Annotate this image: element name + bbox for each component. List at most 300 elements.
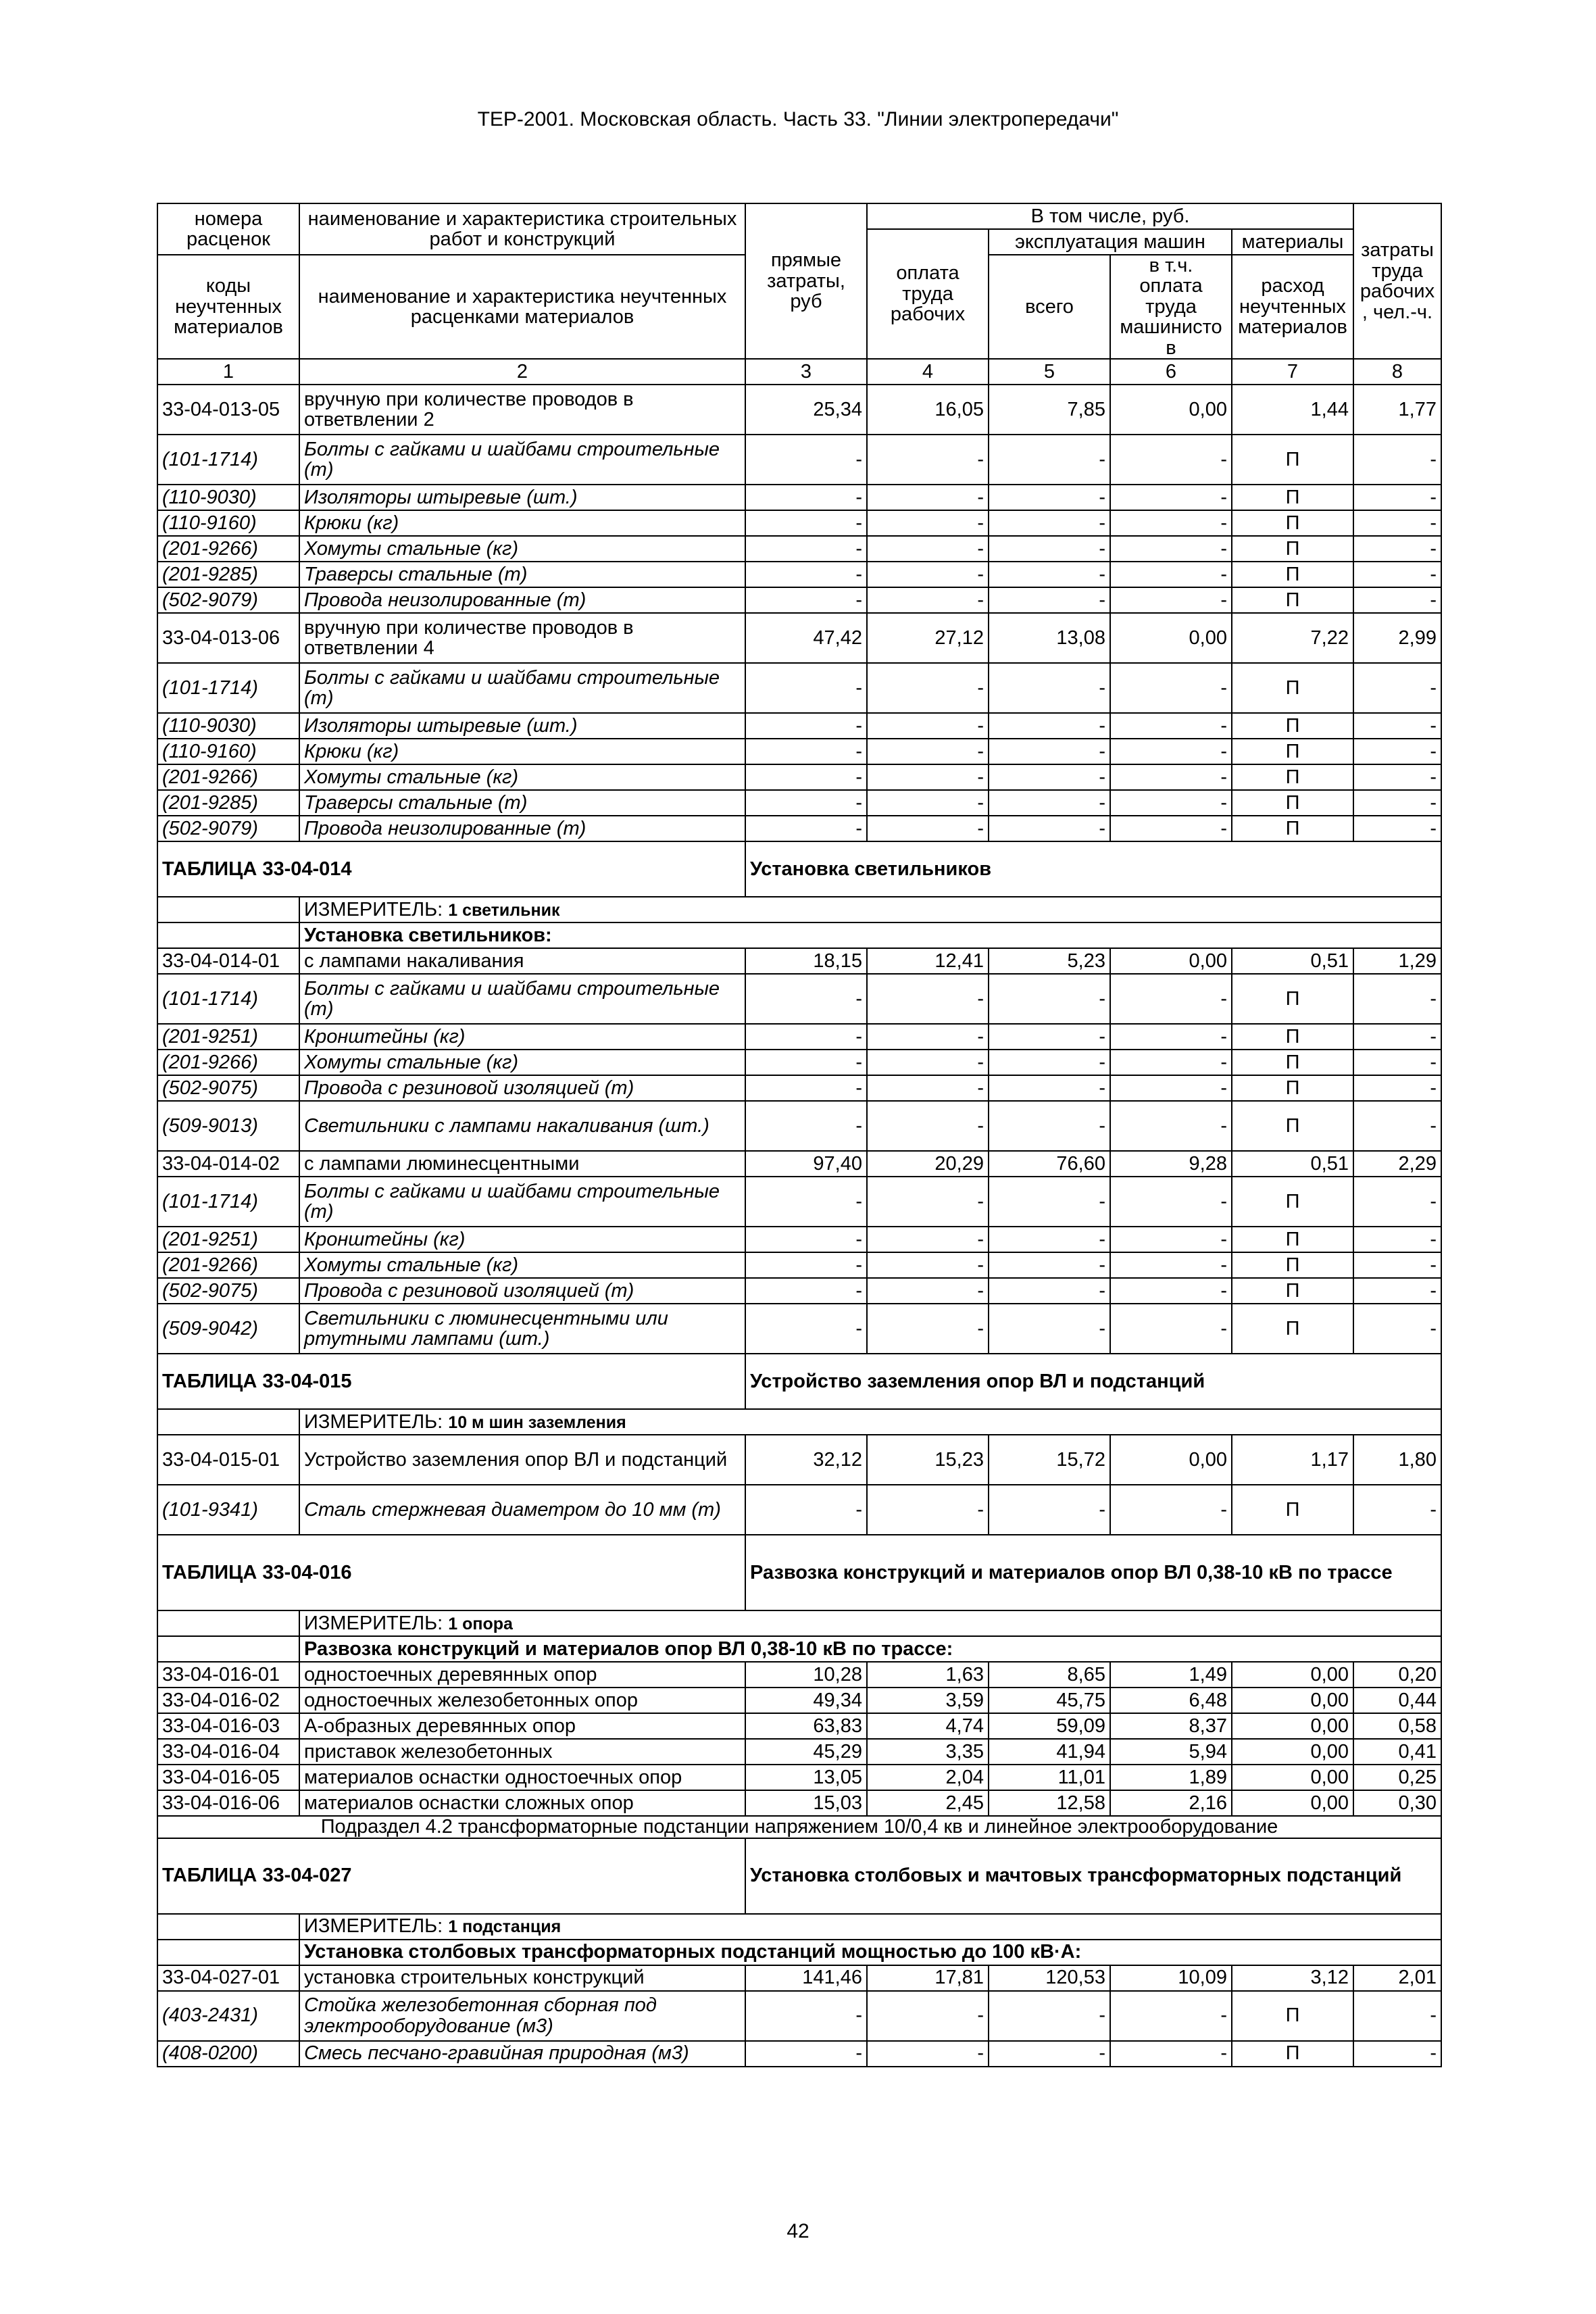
material-flag: П bbox=[1232, 1991, 1353, 2041]
empty-value: - bbox=[1353, 1101, 1441, 1151]
value-cell: 45,75 bbox=[989, 1688, 1110, 1713]
value-cell: 0,58 bbox=[1353, 1713, 1441, 1739]
empty-value: - bbox=[1110, 764, 1232, 790]
table-title-row bbox=[157, 1535, 1441, 1610]
rate-name: Болты с гайками и шайбами строительные (т) bbox=[299, 1177, 745, 1227]
value-cell: 4,74 bbox=[867, 1713, 989, 1739]
empty-value: - bbox=[745, 485, 867, 510]
material-flag: П bbox=[1232, 510, 1353, 536]
rate-row bbox=[157, 1713, 1441, 1739]
value-cell: 8,37 bbox=[1110, 1713, 1232, 1739]
col-number: 3 bbox=[745, 359, 867, 385]
empty-value: - bbox=[867, 663, 989, 713]
table-caption: Устройство заземления опор ВЛ и подстанций bbox=[745, 1354, 1441, 1409]
empty-value: - bbox=[989, 1278, 1110, 1304]
empty-value: - bbox=[989, 536, 1110, 562]
rate-name: Изоляторы штыревые (шт.) bbox=[299, 485, 745, 510]
group-row bbox=[157, 1940, 1441, 1965]
col-machines-wages-header: в т.ч. оплата труда машинистов bbox=[1110, 255, 1232, 359]
rate-name: Хомуты стальные (кг) bbox=[299, 1252, 745, 1278]
empty-value: - bbox=[1110, 790, 1232, 816]
value-cell: 7,85 bbox=[989, 385, 1110, 435]
empty-value: - bbox=[745, 1991, 867, 2041]
empty-value: - bbox=[989, 739, 1110, 764]
rate-code: 33-04-014-02 bbox=[157, 1151, 299, 1177]
empty-value: - bbox=[989, 510, 1110, 536]
material-row bbox=[157, 1227, 1441, 1252]
empty-value: - bbox=[745, 1304, 867, 1354]
value-cell: 0,00 bbox=[1110, 1435, 1232, 1485]
rate-name: А-образных деревянных опор bbox=[299, 1713, 745, 1739]
col-machines-header: эксплуатация машин bbox=[989, 229, 1232, 255]
rate-name: Болты с гайками и шайбами строительные (т) bbox=[299, 663, 745, 713]
empty-value: - bbox=[1110, 1485, 1232, 1535]
value-cell: 6,48 bbox=[1110, 1688, 1232, 1713]
empty-value: - bbox=[1110, 1075, 1232, 1101]
empty-value: - bbox=[1110, 713, 1232, 739]
measure-label: ИЗМЕРИТЕЛЬ: bbox=[304, 1915, 443, 1938]
group-title: Установка столбовых трансформаторных подстанций мощностью до 100 кВ·А: bbox=[299, 1940, 1441, 1965]
value-cell: 7,22 bbox=[1232, 613, 1353, 663]
material-flag: П bbox=[1232, 1024, 1353, 1050]
value-cell: 0,00 bbox=[1232, 1739, 1353, 1765]
material-row bbox=[157, 536, 1441, 562]
rate-name: Смесь песчано-гравийная природная (м3) bbox=[299, 2041, 745, 2067]
material-row bbox=[157, 485, 1441, 510]
empty-value: - bbox=[1353, 485, 1441, 510]
value-cell: 9,28 bbox=[1110, 1151, 1232, 1177]
group-spacer bbox=[157, 922, 299, 948]
value-cell: 0,00 bbox=[1232, 1688, 1353, 1713]
measure-row bbox=[157, 897, 1441, 922]
col-name-header: наименование и характеристика строительных работ и конструкций bbox=[299, 203, 745, 255]
empty-value: - bbox=[867, 816, 989, 841]
group-spacer bbox=[157, 1940, 299, 1965]
empty-value: - bbox=[989, 790, 1110, 816]
rate-code: 33-04-014-01 bbox=[157, 948, 299, 974]
empty-value: - bbox=[745, 1252, 867, 1278]
empty-value: - bbox=[1353, 739, 1441, 764]
col-labor-header: затраты труда рабочих, чел.-ч. bbox=[1353, 203, 1441, 359]
rate-code: (403-2431) bbox=[157, 1991, 299, 2041]
empty-value: - bbox=[989, 663, 1110, 713]
empty-value: - bbox=[745, 587, 867, 613]
rate-code: (110-9160) bbox=[157, 510, 299, 536]
measure-row bbox=[157, 1610, 1441, 1636]
empty-value: - bbox=[989, 1024, 1110, 1050]
value-cell: 2,16 bbox=[1110, 1790, 1232, 1816]
empty-value: - bbox=[867, 974, 989, 1024]
rate-name: Траверсы стальные (т) bbox=[299, 562, 745, 587]
empty-value: - bbox=[989, 1101, 1110, 1151]
value-cell: 1,17 bbox=[1232, 1435, 1353, 1485]
empty-value: - bbox=[867, 1024, 989, 1050]
value-cell: 0,00 bbox=[1232, 1765, 1353, 1790]
rate-code: (201-9266) bbox=[157, 1050, 299, 1075]
rate-name: Сталь стержневая диаметром до 10 мм (т) bbox=[299, 1485, 745, 1535]
rate-name: Светильники с люминесцентными или ртутными лампами (шт.) bbox=[299, 1304, 745, 1354]
material-row bbox=[157, 562, 1441, 587]
rate-code: (201-9251) bbox=[157, 1227, 299, 1252]
material-row bbox=[157, 1278, 1441, 1304]
empty-value: - bbox=[1110, 1024, 1232, 1050]
empty-value: - bbox=[745, 510, 867, 536]
value-cell: 10,09 bbox=[1110, 1965, 1232, 1991]
rate-name: Устройство заземления опор ВЛ и подстанций bbox=[299, 1435, 745, 1485]
value-cell: 1,44 bbox=[1232, 385, 1353, 435]
rate-code: (110-9030) bbox=[157, 485, 299, 510]
value-cell: 120,53 bbox=[989, 1965, 1110, 1991]
empty-value: - bbox=[745, 1485, 867, 1535]
rate-code: (110-9030) bbox=[157, 713, 299, 739]
empty-value: - bbox=[989, 1227, 1110, 1252]
empty-value: - bbox=[867, 435, 989, 485]
value-cell: 1,49 bbox=[1110, 1662, 1232, 1688]
col-materials-header: материалы bbox=[1232, 229, 1353, 255]
value-cell: 17,81 bbox=[867, 1965, 989, 1991]
value-cell: 2,01 bbox=[1353, 1965, 1441, 1991]
empty-value: - bbox=[1110, 2041, 1232, 2067]
measure-unit bbox=[299, 897, 1441, 922]
empty-value: - bbox=[1110, 739, 1232, 764]
empty-value: - bbox=[1353, 790, 1441, 816]
subsection-title: Подраздел 4.2 трансформаторные подстанции напряжением 10/0,4 кв и линейное электрооборудование bbox=[157, 1816, 1441, 1838]
material-row bbox=[157, 1991, 1441, 2041]
col-machines-total-header: всего bbox=[989, 255, 1110, 359]
rate-name: с лампами накаливания bbox=[299, 948, 745, 974]
measure-spacer bbox=[157, 1914, 299, 1940]
value-cell: 0,41 bbox=[1353, 1739, 1441, 1765]
empty-value: - bbox=[989, 562, 1110, 587]
rate-row bbox=[157, 613, 1441, 663]
material-flag: П bbox=[1232, 1278, 1353, 1304]
material-flag: П bbox=[1232, 1101, 1353, 1151]
material-flag: П bbox=[1232, 587, 1353, 613]
rate-code: (101-1714) bbox=[157, 435, 299, 485]
material-flag: П bbox=[1232, 485, 1353, 510]
material-row bbox=[157, 816, 1441, 841]
material-flag: П bbox=[1232, 816, 1353, 841]
measure-label: ИЗМЕРИТЕЛЬ: bbox=[304, 1410, 443, 1433]
value-cell: 8,65 bbox=[989, 1662, 1110, 1688]
value-cell: 141,46 bbox=[745, 1965, 867, 1991]
empty-value: - bbox=[1353, 1304, 1441, 1354]
material-row bbox=[157, 587, 1441, 613]
empty-value: - bbox=[745, 1050, 867, 1075]
material-flag: П bbox=[1232, 536, 1353, 562]
empty-value: - bbox=[989, 485, 1110, 510]
empty-value: - bbox=[745, 816, 867, 841]
value-cell: 0,00 bbox=[1110, 948, 1232, 974]
empty-value: - bbox=[989, 974, 1110, 1024]
empty-value: - bbox=[1353, 1075, 1441, 1101]
measure-row bbox=[157, 1409, 1441, 1435]
col-wages-header: оплата труда рабочих bbox=[867, 229, 989, 359]
rate-code: (201-9285) bbox=[157, 562, 299, 587]
value-cell: 15,72 bbox=[989, 1435, 1110, 1485]
rate-name: Крюки (кг) bbox=[299, 510, 745, 536]
empty-value: - bbox=[1353, 1050, 1441, 1075]
empty-value: - bbox=[1110, 816, 1232, 841]
rate-name: Провода неизолированные (т) bbox=[299, 816, 745, 841]
material-row bbox=[157, 1024, 1441, 1050]
empty-value: - bbox=[867, 1991, 989, 2041]
value-cell: 49,34 bbox=[745, 1688, 867, 1713]
col-direct-header: прямые затраты, руб bbox=[745, 203, 867, 359]
rate-name: Крюки (кг) bbox=[299, 739, 745, 764]
value-cell: 0,00 bbox=[1232, 1662, 1353, 1688]
material-row bbox=[157, 435, 1441, 485]
empty-value: - bbox=[745, 435, 867, 485]
empty-value: - bbox=[867, 1278, 989, 1304]
value-cell: 0,51 bbox=[1232, 948, 1353, 974]
page-number: 42 bbox=[787, 2220, 809, 2242]
rate-code: 33-04-015-01 bbox=[157, 1435, 299, 1485]
table-title: ТАБЛИЦА 33-04-015 bbox=[157, 1354, 745, 1409]
table-title: ТАБЛИЦА 33-04-027 bbox=[157, 1838, 745, 1914]
empty-value: - bbox=[1110, 435, 1232, 485]
value-cell: 11,01 bbox=[989, 1765, 1110, 1790]
value-cell: 13,05 bbox=[745, 1765, 867, 1790]
empty-value: - bbox=[745, 562, 867, 587]
table-title-row bbox=[157, 1354, 1441, 1409]
value-cell: 13,08 bbox=[989, 613, 1110, 663]
empty-value: - bbox=[1110, 587, 1232, 613]
value-cell: 0,25 bbox=[1353, 1765, 1441, 1790]
rate-name: вручную при количестве проводов в ответвлении 4 bbox=[299, 613, 745, 663]
empty-value: - bbox=[989, 1485, 1110, 1535]
measure-unit bbox=[299, 1610, 1441, 1636]
rate-code: 33-04-016-01 bbox=[157, 1662, 299, 1688]
empty-value: - bbox=[867, 562, 989, 587]
rate-code: (509-9042) bbox=[157, 1304, 299, 1354]
measure-label: ИЗМЕРИТЕЛЬ: bbox=[304, 898, 443, 920]
empty-value: - bbox=[1353, 1177, 1441, 1227]
empty-value: - bbox=[745, 2041, 867, 2067]
empty-value: - bbox=[989, 1252, 1110, 1278]
empty-value: - bbox=[1110, 485, 1232, 510]
empty-value: - bbox=[1110, 1252, 1232, 1278]
empty-value: - bbox=[1110, 536, 1232, 562]
material-row bbox=[157, 713, 1441, 739]
rate-name: Изоляторы штыревые (шт.) bbox=[299, 713, 745, 739]
rate-row bbox=[157, 1739, 1441, 1765]
value-cell: 25,34 bbox=[745, 385, 867, 435]
rate-name: одностоечных деревянных опор bbox=[299, 1662, 745, 1688]
rate-name: Провода с резиновой изоляцией (т) bbox=[299, 1278, 745, 1304]
rate-row bbox=[157, 1435, 1441, 1485]
value-cell: 3,59 bbox=[867, 1688, 989, 1713]
col-including-header: В том числе, руб. bbox=[867, 203, 1353, 229]
empty-value: - bbox=[989, 1177, 1110, 1227]
rate-name: Болты с гайками и шайбами строительные (т) bbox=[299, 435, 745, 485]
rate-code: 33-04-027-01 bbox=[157, 1965, 299, 1991]
empty-value: - bbox=[989, 1991, 1110, 2041]
rate-name: Болты с гайками и шайбами строительные (т) bbox=[299, 974, 745, 1024]
rate-name: Хомуты стальные (кг) bbox=[299, 536, 745, 562]
measure-unit bbox=[299, 1409, 1441, 1435]
rate-row bbox=[157, 1688, 1441, 1713]
rate-code: (201-9285) bbox=[157, 790, 299, 816]
empty-value: - bbox=[867, 536, 989, 562]
rate-code: (408-0200) bbox=[157, 2041, 299, 2067]
rate-name: одностоечных железобетонных опор bbox=[299, 1688, 745, 1713]
material-flag: П bbox=[1232, 1485, 1353, 1535]
table-caption: Установка светильников bbox=[745, 841, 1441, 897]
value-cell: 5,23 bbox=[989, 948, 1110, 974]
empty-value: - bbox=[989, 1050, 1110, 1075]
empty-value: - bbox=[989, 816, 1110, 841]
measure-value: 1 опора bbox=[448, 1614, 513, 1633]
measure-spacer bbox=[157, 1610, 299, 1636]
material-flag: П bbox=[1232, 1177, 1353, 1227]
rate-name: материалов оснастки сложных опор bbox=[299, 1790, 745, 1816]
rate-name: Кронштейны (кг) bbox=[299, 1227, 745, 1252]
col-code-mat-header: коды неучтенных материалов bbox=[157, 255, 299, 359]
empty-value: - bbox=[1353, 1991, 1441, 2041]
measure-value: 1 подстанция bbox=[448, 1917, 562, 1937]
material-row bbox=[157, 764, 1441, 790]
empty-value: - bbox=[1353, 435, 1441, 485]
material-row bbox=[157, 1050, 1441, 1075]
rate-name: установка строительных конструкций bbox=[299, 1965, 745, 1991]
empty-value: - bbox=[745, 663, 867, 713]
empty-value: - bbox=[1110, 562, 1232, 587]
empty-value: - bbox=[1353, 1485, 1441, 1535]
empty-value: - bbox=[1110, 1177, 1232, 1227]
empty-value: - bbox=[1353, 713, 1441, 739]
rate-code: 33-04-013-05 bbox=[157, 385, 299, 435]
rate-code: (110-9160) bbox=[157, 739, 299, 764]
empty-value: - bbox=[867, 485, 989, 510]
empty-value: - bbox=[867, 1252, 989, 1278]
rate-code: (201-9266) bbox=[157, 764, 299, 790]
group-title: Развозка конструкций и материалов опор ВЛ 0,38-10 кВ по трассе: bbox=[299, 1636, 1441, 1662]
measure-label: ИЗМЕРИТЕЛЬ: bbox=[304, 1612, 443, 1634]
empty-value: - bbox=[1353, 2041, 1441, 2067]
empty-value: - bbox=[745, 1024, 867, 1050]
value-cell: 10,28 bbox=[745, 1662, 867, 1688]
value-cell: 59,09 bbox=[989, 1713, 1110, 1739]
material-row bbox=[157, 1304, 1441, 1354]
material-row bbox=[157, 790, 1441, 816]
empty-value: - bbox=[1353, 1024, 1441, 1050]
table-caption: Установка столбовых и мачтовых трансформаторных подстанций bbox=[745, 1838, 1441, 1914]
material-flag: П bbox=[1232, 1075, 1353, 1101]
col-name-mat-header: наименование и характеристика неучтенных расценками материалов bbox=[299, 255, 745, 359]
group-row bbox=[157, 1636, 1441, 1662]
empty-value: - bbox=[989, 1075, 1110, 1101]
value-cell: 97,40 bbox=[745, 1151, 867, 1177]
empty-value: - bbox=[1353, 510, 1441, 536]
measure-row bbox=[157, 1914, 1441, 1940]
rate-code: (201-9266) bbox=[157, 1252, 299, 1278]
value-cell: 16,05 bbox=[867, 385, 989, 435]
rate-row bbox=[157, 1662, 1441, 1688]
material-flag: П bbox=[1232, 713, 1353, 739]
measure-spacer bbox=[157, 1409, 299, 1435]
value-cell: 0,00 bbox=[1110, 613, 1232, 663]
document-header: ТЕР-2001. Московская область. Часть 33. "Линии электропередачи" bbox=[477, 108, 1119, 130]
rate-name: приставок железобетонных bbox=[299, 1739, 745, 1765]
rate-name: Траверсы стальные (т) bbox=[299, 790, 745, 816]
value-cell: 27,12 bbox=[867, 613, 989, 663]
empty-value: - bbox=[745, 974, 867, 1024]
rate-code: 33-04-016-05 bbox=[157, 1765, 299, 1790]
empty-value: - bbox=[745, 790, 867, 816]
group-title: Установка светильников: bbox=[299, 922, 1441, 948]
rate-row bbox=[157, 385, 1441, 435]
material-flag: П bbox=[1232, 2041, 1353, 2067]
value-cell: 0,30 bbox=[1353, 1790, 1441, 1816]
table-title: ТАБЛИЦА 33-04-014 bbox=[157, 841, 745, 897]
group-spacer bbox=[157, 1636, 299, 1662]
rate-code: (502-9079) bbox=[157, 816, 299, 841]
rate-code: (101-1714) bbox=[157, 974, 299, 1024]
value-cell: 2,29 bbox=[1353, 1151, 1441, 1177]
value-cell: 0,00 bbox=[1110, 385, 1232, 435]
rate-name: Провода с резиновой изоляцией (т) bbox=[299, 1075, 745, 1101]
material-row bbox=[157, 974, 1441, 1024]
value-cell: 2,45 bbox=[867, 1790, 989, 1816]
rate-code: (509-9013) bbox=[157, 1101, 299, 1151]
rate-name: Хомуты стальные (кг) bbox=[299, 764, 745, 790]
value-cell: 0,00 bbox=[1232, 1790, 1353, 1816]
empty-value: - bbox=[1353, 1278, 1441, 1304]
material-flag: П bbox=[1232, 1252, 1353, 1278]
material-flag: П bbox=[1232, 663, 1353, 713]
value-cell: 15,03 bbox=[745, 1790, 867, 1816]
empty-value: - bbox=[867, 1227, 989, 1252]
rate-code: 33-04-016-06 bbox=[157, 1790, 299, 1816]
value-cell: 32,12 bbox=[745, 1435, 867, 1485]
empty-value: - bbox=[867, 510, 989, 536]
value-cell: 18,15 bbox=[745, 948, 867, 974]
empty-value: - bbox=[1110, 1101, 1232, 1151]
material-flag: П bbox=[1232, 562, 1353, 587]
table-title-row bbox=[157, 1838, 1441, 1914]
material-flag: П bbox=[1232, 974, 1353, 1024]
rate-code: 33-04-013-06 bbox=[157, 613, 299, 663]
rate-name: Хомуты стальные (кг) bbox=[299, 1050, 745, 1075]
rate-code: (201-9266) bbox=[157, 536, 299, 562]
material-flag: П bbox=[1232, 1050, 1353, 1075]
value-cell: 2,99 bbox=[1353, 613, 1441, 663]
material-flag: П bbox=[1232, 790, 1353, 816]
empty-value: - bbox=[867, 764, 989, 790]
value-cell: 20,29 bbox=[867, 1151, 989, 1177]
price-table bbox=[157, 203, 1442, 2067]
group-row bbox=[157, 922, 1441, 948]
empty-value: - bbox=[745, 1075, 867, 1101]
rate-row bbox=[157, 1151, 1441, 1177]
empty-value: - bbox=[989, 1304, 1110, 1354]
material-flag: П bbox=[1232, 739, 1353, 764]
rate-code: (502-9075) bbox=[157, 1278, 299, 1304]
empty-value: - bbox=[1353, 974, 1441, 1024]
empty-value: - bbox=[1353, 1252, 1441, 1278]
measure-value: 1 светильник bbox=[448, 900, 560, 920]
rate-code: (101-1714) bbox=[157, 663, 299, 713]
col-number: 8 bbox=[1353, 359, 1441, 385]
empty-value: - bbox=[1353, 1227, 1441, 1252]
material-flag: П bbox=[1232, 764, 1353, 790]
rate-row bbox=[157, 948, 1441, 974]
rate-code: 33-04-016-02 bbox=[157, 1688, 299, 1713]
value-cell: 0,00 bbox=[1232, 1713, 1353, 1739]
empty-value: - bbox=[1353, 663, 1441, 713]
value-cell: 1,63 bbox=[867, 1662, 989, 1688]
